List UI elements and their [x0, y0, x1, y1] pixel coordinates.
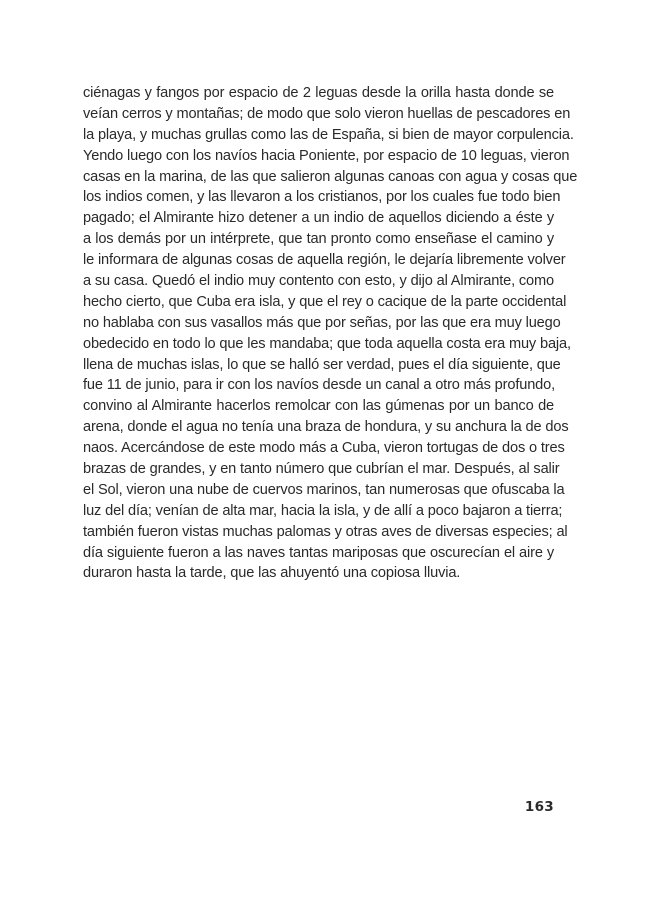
- text-line: hecho cierto, que Cuba era isla, y que el rey o cacique de la parte occidental: [83, 293, 567, 310]
- text-line: veían cerros y montañas; de modo que solo vieron huellas de pescadores en: [83, 105, 571, 122]
- text-line: la playa, y muchas grullas como las de España, si bien de mayor corpulencia.: [83, 126, 574, 143]
- text-line: llena de muchas islas, lo que se halló ser verdad, pues el día siguiente, que: [83, 356, 561, 373]
- text-line: Yendo luego con los navíos hacia Poniente, por espacio de 10 leguas, vieron: [83, 147, 570, 164]
- text-line: duraron hasta la tarde, que las ahuyentó una copiosa lluvia.: [83, 565, 461, 582]
- page-number: 163: [524, 799, 554, 815]
- text-line: también fueron vistas muchas palomas y otras aves de diversas especies; al: [83, 523, 568, 540]
- text-line: no hablaba con sus vasallos más que por señas, por las que era muy luego: [83, 314, 561, 331]
- text-line: a su casa. Quedó el indio muy contento con esto, y dijo al Almirante, como: [83, 273, 554, 290]
- text-line: le informara de algunas cosas de aquella región, le dejaría libremente volver: [83, 252, 566, 269]
- text-line: casas en la marina, de las que salieron algunas canoas con agua y cosas que: [83, 168, 578, 185]
- text-line: brazas de grandes, y en tanto número que cubrían el mar. Después, al salir: [83, 461, 560, 478]
- text-line: naos. Acercándose de este modo más a Cuba, vieron tortugas de dos o tres: [83, 440, 565, 457]
- text-line: fue 11 de junio, para ir con los navíos desde un canal a otro más profundo,: [83, 377, 556, 394]
- text-line: luz del día; venían de alta mar, hacia la isla, y de allí a poco bajaron a tierra;: [83, 502, 563, 519]
- text-line: convino al Almirante hacerlos remolcar con las gúmenas por un banco de: [83, 398, 554, 415]
- text-line: pagado; el Almirante hizo detener a un indio de aquellos diciendo a éste y: [83, 210, 554, 227]
- text-line: a los demás por un intérprete, que tan pronto como enseñase el camino y: [83, 231, 554, 248]
- text-line: obedecido en todo lo que les mandaba; que toda aquella costa era muy baja,: [83, 335, 571, 352]
- text-line: los indios comen, y las llevaron a los cristianos, por los cuales fue todo bien: [83, 189, 561, 206]
- text-line: ciénagas y fangos por espacio de 2 leguas desde la orilla hasta donde se: [83, 85, 554, 101]
- text-line: arena, donde el agua no tenía una braza de hondura, y su anchura la de dos: [83, 419, 569, 436]
- text-line: el Sol, vieron una nube de cuervos marinos, tan numerosas que ofuscaba la: [83, 481, 565, 498]
- text-line: día siguiente fueron a las naves tantas mariposas que oscurecían el aire y: [83, 544, 554, 561]
- body-paragraph: [83, 83, 578, 584]
